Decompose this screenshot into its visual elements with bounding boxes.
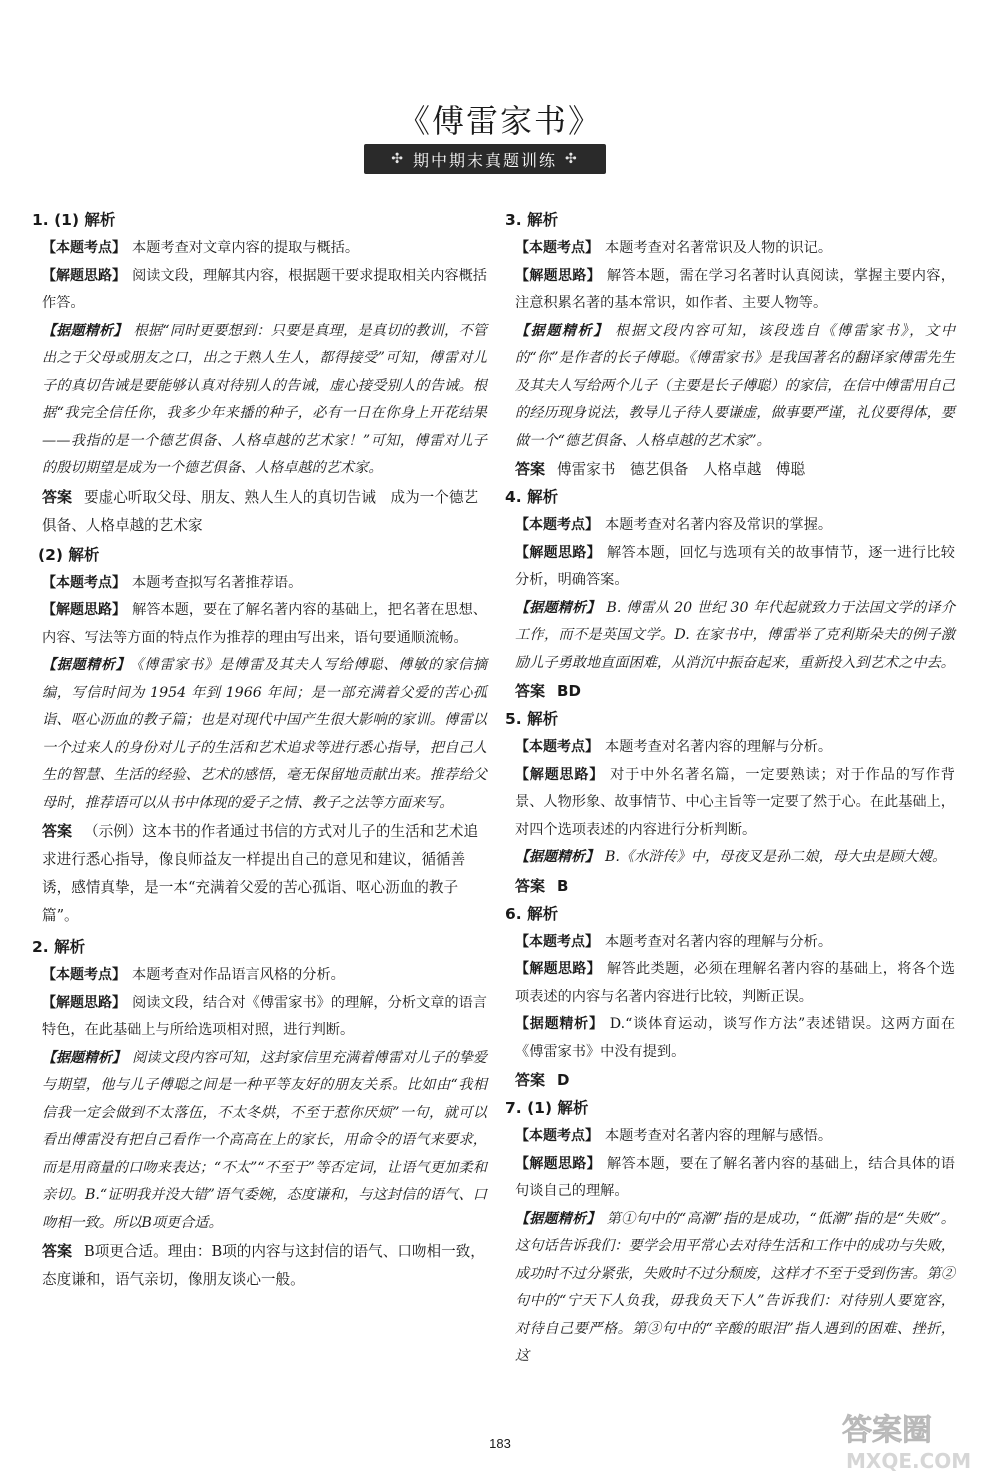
answer-text: B — [557, 876, 569, 895]
silu-label: 【解题思路】 — [515, 766, 605, 783]
answer — [515, 1066, 955, 1095]
silu-text: 阅读文段，结合对《傅雷家书》的理解，分析文章的语言特色，在此基础上与所给选项相对照，进行判断。 — [42, 994, 487, 1038]
answer-text: （示例）这本书的作者通过书信的方式对儿子的生活和艺术追求进行悉心指导，像良师益友一样提出自己的意见和建议，循循善诱，感情真挚，是一本“充满着父爱的苦心孤诣、呕心沥血的教子篇”。 — [42, 823, 479, 924]
silu-label: 【解题思路】 — [42, 994, 127, 1011]
page-title: 《傅雷家书》 — [397, 102, 602, 140]
kaodian-text: 本题考查对作品语言风格的分析。 — [132, 967, 345, 983]
silu — [515, 762, 955, 845]
jingxi-label: 【据题精析】 — [42, 657, 131, 673]
jingxi — [42, 318, 487, 483]
answer-text: 傅雷家书 德艺俱备 人格卓越 傅聪 — [557, 461, 806, 478]
kaodian — [42, 235, 487, 263]
jingxi-text: B. 傅雷从 20 世纪 30 年代起就致力于法国文学的译介工作，而不是英国文学。D. 在家书中，傅雷举了克利斯朵夫的例子激励儿子勇敢地直面困难，从消沉中振奋起来，重新投入到艺术之中去。 — [515, 599, 956, 671]
silu — [42, 990, 487, 1045]
question-5-heading: 5. 解析 — [505, 710, 559, 728]
kaodian-text: 本题考查对名著常识及人物的识记。 — [605, 240, 833, 256]
question-4-heading: 4. 解析 — [505, 488, 559, 506]
answer — [515, 455, 955, 484]
left-column — [32, 207, 487, 1294]
silu-label: 【解题思路】 — [515, 267, 601, 284]
question-1-heading: 1. (1) 解析 — [32, 211, 116, 229]
answer-label: 答案 — [42, 1242, 73, 1260]
jingxi — [515, 844, 955, 872]
jingxi-text: 第①句中的“高潮”指的是成功，“低潮”指的是“失败”。这句话告诉我们：要学会用平常心去对待生活和工作中的成功与失败，成功时不过分紧张，失败时不过分颓废，这样才不至于受到伤害。第②句中的“宁天下人负我，毋我负天下人”告诉我们：对待别人要宽容，对待自己要严格。第③句中的“辛酸的眼泪”指人遇到的困难、挫折，这 — [515, 1210, 955, 1364]
answer-label: 答案 — [515, 1071, 546, 1089]
kaodian-label: 【本题考点】 — [515, 517, 599, 533]
silu-label: 【解题思路】 — [42, 602, 127, 618]
jingxi-label: 【据题精析】 — [515, 1016, 604, 1032]
kaodian-text: 本题考查拟写名著推荐语。 — [132, 574, 303, 591]
jingxi-text: 《傅雷家书》是傅雷及其夫人写给傅聪、傅敏的家信摘编，写信时间为 1954 年到 1966 年间；是一部充满着父爱的苦心孤诣、呕心沥血的教子篇；也是对现代中国产生很大影响的家训。傅雷以一个过来人的身份对儿子的生活和艺术追求等进行悉心指导，把自己人生的智慧、生活的经验、艺术的感悟，毫无保留地贡献出来。推荐给父母时，推荐语可以从书中体现的爱子之情、教子之法等方面来写。 — [42, 657, 487, 811]
watermark-logo — [836, 1404, 994, 1476]
silu-label: 【解题思路】 — [42, 267, 127, 284]
silu-text: 解答此类题，必须在理解名著内容的基础上，将各个选项表述的内容与名著内容进行比较，判断正误。 — [515, 961, 955, 1005]
silu-label: 【解题思路】 — [515, 544, 601, 561]
silu — [515, 263, 955, 318]
jingxi-label: 【据题精析】 — [515, 849, 599, 865]
kaodian-text: 本题考查对名著内容的理解与分析。 — [605, 933, 833, 950]
kaodian-label: 【本题考点】 — [515, 240, 599, 256]
silu-text: 解答本题，需在学习名著时认真阅读，掌握主要内容，注意积累名著的基本常识，如作者、主要人物等。 — [515, 267, 955, 311]
ornament-icon: ✣ — [391, 151, 405, 167]
jingxi — [515, 595, 955, 678]
jingxi-text: D.“谈体育运动，谈写作方法”表述错误。这两方面在《傅雷家书》中没有提到。 — [515, 1016, 956, 1060]
answer-label: 答案 — [42, 822, 73, 840]
kaodian-label: 【本题考点】 — [515, 1128, 599, 1144]
question-7-heading: 7. (1) 解析 — [505, 1099, 589, 1117]
silu-label: 【解题思路】 — [515, 961, 601, 977]
kaodian — [515, 734, 955, 762]
answer-label: 答案 — [515, 682, 546, 700]
watermark-text: 答案圈 — [842, 1413, 932, 1448]
silu — [42, 263, 487, 318]
jingxi-label: 【据题精析】 — [42, 1049, 127, 1066]
answer-label: 答案 — [42, 487, 73, 506]
silu-text: 解答本题，回忆与选项有关的故事情节，逐一进行比较分析，明确答案。 — [515, 544, 955, 588]
kaodian-label: 【本题考点】 — [515, 933, 599, 950]
jingxi — [515, 1011, 955, 1066]
jingxi-label: 【据题精析】 — [515, 599, 601, 616]
kaodian — [515, 235, 955, 263]
section-banner — [364, 144, 606, 174]
answer-text: 要虚心听取父母、朋友、熟人生人的真切告诫 成为一个德艺俱备、人格卓越的艺术家 — [42, 488, 479, 534]
jingxi-label: 【据题精析】 — [42, 322, 128, 339]
kaodian-label: 【本题考点】 — [515, 739, 599, 755]
question-1-2-heading: (2) 解析 — [38, 545, 100, 564]
jingxi — [42, 652, 487, 817]
kaodian — [515, 1123, 955, 1151]
question-2-heading: 2. 解析 — [32, 938, 86, 956]
kaodian-text: 本题考查对文章内容的提取与概括。 — [132, 240, 360, 256]
jingxi — [42, 1045, 487, 1238]
jingxi — [515, 318, 955, 456]
silu-text: 解答本题，要在了解名著内容的基础上，把名著在思想、内容、写法等方面的特点作为推荐的理由写出来，语句要通顺流畅。 — [42, 602, 487, 646]
answer — [42, 1237, 487, 1294]
silu-text: 对于中外名著名篇，一定要熟读；对于作品的写作背景、人物形象、故事情节、中心主旨等一定要了然于心。在此基础上，对四个选项表述的内容进行分析判断。 — [515, 766, 955, 838]
jingxi-label: 【据题精析】 — [515, 1210, 601, 1227]
answer-text: D — [557, 1071, 570, 1089]
answer-label: 答案 — [515, 460, 546, 478]
answer — [515, 872, 955, 901]
kaodian — [515, 929, 955, 957]
silu-text: 阅读文段，理解其内容，根据题干要求提取相关内容概括作答。 — [42, 267, 487, 311]
watermark-url: MXQE.COM — [846, 1449, 972, 1473]
right-column — [505, 207, 955, 1371]
silu-text: 解答本题，要在了解名著内容的基础上，结合具体的语句谈自己的理解。 — [515, 1155, 955, 1199]
kaodian-label: 【本题考点】 — [42, 574, 126, 591]
jingxi — [515, 1206, 955, 1371]
jingxi-text: B.《水浒传》中，母夜叉是孙二娘，母大虫是顾大嫂。 — [605, 849, 947, 865]
jingxi-text: 根据文段内容可知，该段选自《傅雷家书》，文中的“你”是作者的长子傅聪。《傅雷家书》是我国著名的翻译家傅雷先生及其夫人写给两个儿子（主要是长子傅聪）的家信，在信中傅雷用自己的经历现身说法，教导儿子待人要谦虚，做事要严谨，礼仪要得体，要做一个“德艺俱备、人格卓越的艺术家”。 — [515, 322, 956, 449]
question-6-heading: 6. 解析 — [505, 904, 559, 923]
silu-label: 【解题思路】 — [515, 1155, 601, 1172]
answer — [515, 677, 955, 706]
answer-text: BD — [557, 682, 581, 700]
answer — [42, 817, 487, 930]
silu — [42, 597, 487, 652]
silu — [515, 1151, 955, 1206]
answer-text: B项更合适。理由：B项的内容与这封信的语气、口吻相一致，态度谦和，语气亲切，像朋友谈心一般。 — [42, 1243, 485, 1288]
answer-label: 答案 — [515, 876, 546, 895]
kaodian — [42, 570, 487, 598]
jingxi-label: 【据题精析】 — [515, 322, 609, 339]
jingxi-text: 根据“同时更要想到：只要是真理，是真切的教训，不管出之于父母或朋友之口，出之于熟人生人，都得接受”可知，傅雷对儿子的真切告诫是要能够认真对待别人的告诫，虚心接受别人的告诫。根据“我完全信任你，我多少年来播的种子，必有一日在你身上开花结果——我指的是一个德艺俱备、人格卓越的艺术家！”可知，傅雷对儿子的殷切期望是成为一个德艺俱备、人格卓越的艺术家。 — [42, 322, 487, 476]
jingxi-text: 阅读文段内容可知，这封家信里充满着傅雷对儿子的挚爱与期望，他与儿子傅聪之间是一种平等友好的朋友关系。比如由“我相信我一定会做到不太落伍，不太冬烘，不至于惹你厌烦”一句，就可以看出傅雷没有把自己看作一个高高在上的家长，用命令的语气来要求，而是用商量的口吻来表达；“不太”“不至于”等否定词，让语气更加柔和亲切。B.“证明我并没大错”语气委婉，态度谦和，与这封信的语气、口吻相一致。所以B项更合适。 — [42, 1049, 487, 1231]
kaodian-text: 本题考查对名著内容的理解与分析。 — [605, 739, 833, 755]
answer — [42, 483, 487, 540]
kaodian-text: 本题考查对名著内容及常识的掌握。 — [605, 517, 833, 533]
kaodian-label: 【本题考点】 — [42, 967, 126, 983]
silu — [515, 540, 955, 595]
kaodian-label: 【本题考点】 — [42, 240, 126, 256]
banner-label: 期中期末真题训练 — [412, 150, 557, 170]
ornament-icon: ✣ — [565, 151, 579, 167]
silu — [515, 956, 955, 1011]
question-3-heading: 3. 解析 — [505, 211, 559, 229]
kaodian — [42, 962, 487, 990]
page-number: 183 — [489, 1436, 511, 1451]
kaodian — [515, 512, 955, 540]
kaodian-text: 本题考查对名著内容的理解与感悟。 — [605, 1128, 833, 1144]
